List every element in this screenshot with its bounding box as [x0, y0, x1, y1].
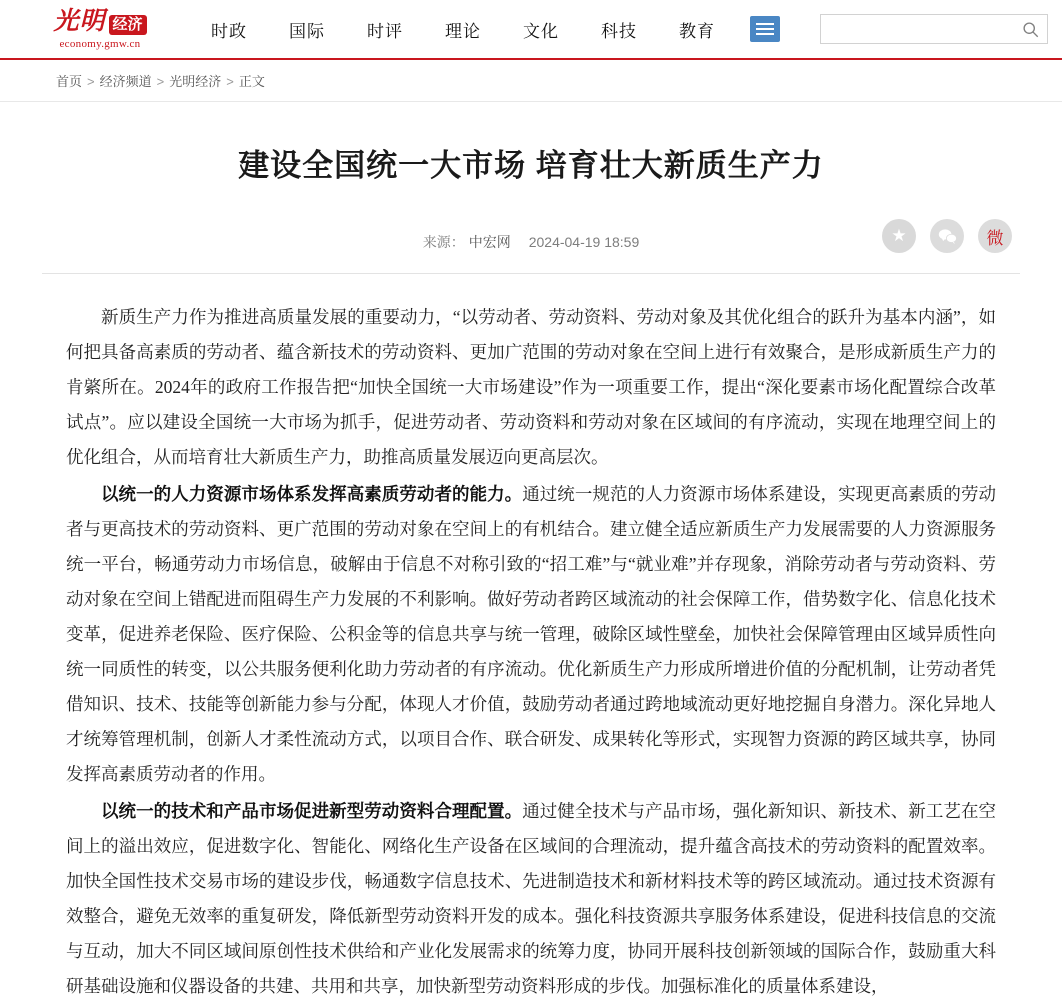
- nav-item-lilun[interactable]: 理论: [445, 21, 481, 41]
- menu-bar-3: [756, 33, 774, 35]
- menu-bar-1: [756, 23, 774, 25]
- publish-date: 2024-04-19 18:59: [528, 234, 640, 250]
- logo-badge: 经济: [109, 15, 147, 35]
- article: [0, 140, 1062, 1004]
- breadcrumb-bar: [0, 60, 1062, 102]
- source-label: 来源：: [422, 234, 465, 250]
- wechat-share-icon[interactable]: [930, 219, 964, 253]
- breadcrumb: [56, 71, 265, 90]
- nav-item-guoji[interactable]: 国际: [289, 21, 325, 41]
- search-icon[interactable]: [1013, 21, 1047, 38]
- main-nav: [190, 16, 780, 42]
- article-body: [42, 274, 1020, 1004]
- paragraph-lead-2: 以统一的人力资源市场体系发挥高素质劳动者的能力。: [101, 484, 523, 504]
- nav-item-shizheng[interactable]: 时政: [211, 21, 247, 41]
- paragraph-text-3: 通过健全技术与产品市场，强化新知识、新技术、新工艺在空间上的溢出效应，促进数字化、智能化、网络化生产设备在区域间的合理流动，提升蕴含高技术的劳动资料的配置效率。加快全国性技术交易市场的建设步伐，畅通数字信息技术、先进制造技术和新材料技术等的跨区域流动。通过技术资源有效整合，避免无效率的重复研发，降低新型劳动资料开发的成本。强化科技资源共享服务体系建设，促进科技信息的交流与互动，加大不同区域间原创性技术供给和产业化发展需求的统筹力度，协同开展科技创新领域的国际合作，鼓励重大科研基础设施和仪器设备的共建、共用和共享，加快新型劳动资料形成的步伐。加强标准化的质量体系建设，: [66, 801, 997, 996]
- breadcrumb-item-current: 正文: [238, 74, 265, 89]
- source-name: 中宏网: [468, 234, 511, 250]
- search-input[interactable]: [821, 15, 1013, 43]
- breadcrumb-separator-2: >: [156, 74, 165, 89]
- breadcrumb-item-guangming-economy[interactable]: 光明经济: [169, 74, 222, 89]
- breadcrumb-item-home[interactable]: 首页: [56, 74, 83, 89]
- article-paragraph-3: [66, 794, 996, 1004]
- logo-text: 光明: [53, 6, 106, 35]
- site-header: [0, 0, 1062, 60]
- page-title: 建设全国统一大市场 培育壮大新质生产力: [238, 148, 824, 183]
- paragraph-lead-3: 以统一的技术和产品市场促进新型劳动资料合理配置。: [101, 801, 523, 821]
- nav-item-shiping[interactable]: 时评: [367, 21, 403, 41]
- logo-main: [53, 8, 146, 35]
- article-paragraph-1: [66, 300, 996, 475]
- paragraph-text-1: 新质生产力作为推进高质量发展的重要动力，“以劳动者、劳动资料、劳动对象及其优化组合的跃升为基本内涵”，如何把具备高素质的劳动者、蕴含新技术的劳动资料、更加广范围的劳动对象在空间上进行有效聚合，是形成新质生产力的肯綮所在。2024年的政府工作报告把“加快全国统一大市场建设”作为一项重要工作，提出“深化要素市场化配置综合改革试点”。应以建设全国统一大市场为抓手，促进劳动者、劳动资料和劳动对象在区域间的有序流动，实现在地理空间上的优化组合，从而培育壮大新质生产力，助推高质量发展迈向更高层次。: [66, 307, 996, 467]
- logo-url: economy.gmw.cn: [59, 38, 141, 50]
- article-paragraph-2: [66, 477, 996, 792]
- weibo-share-icon[interactable]: 微: [978, 219, 1012, 253]
- breadcrumb-item-economy-channel[interactable]: 经济频道: [99, 74, 152, 89]
- nav-item-jiaoyu[interactable]: 教育: [679, 21, 715, 41]
- article-meta: [423, 232, 640, 252]
- breadcrumb-separator-1: >: [87, 74, 95, 89]
- menu-bar-2: [756, 28, 774, 30]
- article-meta-row: [42, 219, 1020, 265]
- site-logo[interactable]: [40, 8, 160, 50]
- breadcrumb-separator-3: >: [226, 74, 234, 89]
- search-box[interactable]: [820, 14, 1048, 44]
- nav-item-keji[interactable]: 科技: [601, 21, 637, 41]
- qzone-share-icon[interactable]: ★: [882, 219, 916, 253]
- share-buttons: [882, 219, 1012, 253]
- paragraph-text-2: 通过统一规范的人力资源市场体系建设，实现更高素质的劳动者与更高技术的劳动资料、更广范围的劳动对象在空间上的有机结合。建立健全适应新质生产力发展需要的人力资源服务统一平台，畅通劳动力市场信息，破解由于信息不对称引致的“招工难”与“就业难”并存现象，消除劳动者与劳动资料、劳动对象在空间上错配进而阻碍生产力发展的不利影响。做好劳动者跨区域流动的社会保障工作，借势数字化、信息化技术变革，促进养老保险、医疗保险、公积金等的信息共享与统一管理，破除区域性壁垒，加快社会保障管理由区域异质性向统一同质性的转变，以公共服务便利化助力劳动者的有序流动。优化新质生产力形成所增进价值的分配机制，让劳动者凭借知识、技术、技能等创新能力参与分配，体现人才价值，鼓励劳动者通过跨地域流动更好地挖掘自身潜力。深化异地人才统筹管理机制，创新人才柔性流动方式，以项目合作、联合研发、成果转化等形式，实现智力资源的跨区域共享，协同发挥高素质劳动者的作用。: [66, 484, 997, 784]
- menu-list-icon[interactable]: [750, 16, 780, 42]
- nav-item-wenhua[interactable]: 文化: [523, 21, 559, 41]
